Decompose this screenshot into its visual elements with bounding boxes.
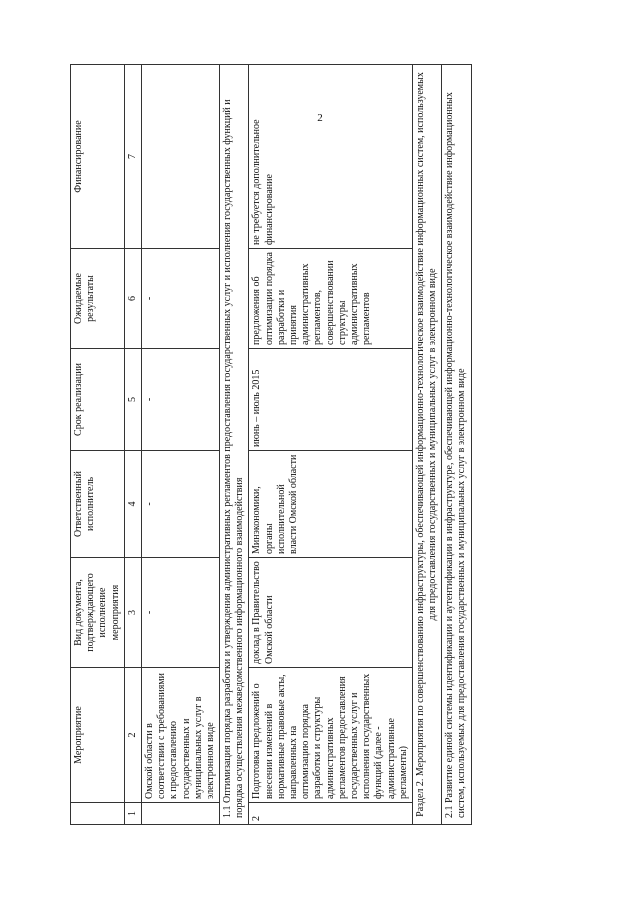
col-number: 7 bbox=[124, 65, 141, 249]
results-cell: предложения об оптимизации порядка разработки и принятия административных регламентов, совершенствовании структуры административных регламентов bbox=[249, 249, 412, 349]
document-cell: доклад в Правительство Омской области bbox=[249, 558, 412, 668]
section-2-1-heading: 2.1 Развитие единой системы идентификации и аутентификации в инфраструктуре, обеспечивающей информационно-технологическое взаимодействие информационных систем, используемых для предоставления государственных и муниципальных услуг в электронном виде bbox=[442, 65, 471, 825]
financing-cell: не требуется дополнительное финансирование bbox=[249, 65, 412, 249]
section-heading-row bbox=[220, 65, 249, 825]
table-row-continued bbox=[141, 65, 219, 825]
header-col-measure: Мероприятие bbox=[71, 668, 125, 803]
executor-cell: - bbox=[141, 451, 219, 558]
measure-cell: Омской области в соответствии с требованиями к предоставлению государственных и муниципальных услуг в электронном виде bbox=[141, 668, 219, 803]
col-number: 5 bbox=[124, 349, 141, 451]
results-cell: - bbox=[141, 249, 219, 349]
section-heading-row bbox=[412, 65, 441, 825]
term-cell: - bbox=[141, 349, 219, 451]
header-col-term: Срок реализации bbox=[71, 349, 125, 451]
measures-table bbox=[70, 64, 472, 825]
document-cell: - bbox=[141, 558, 219, 668]
header-col-1 bbox=[71, 803, 125, 825]
page-number: 2 bbox=[317, 112, 323, 124]
executor-cell: Минэкономики, органы исполнительной власти Омской области bbox=[249, 451, 412, 558]
rotated-table-container bbox=[70, 65, 630, 825]
section-heading-row bbox=[442, 65, 471, 825]
measure-cell: Подготовка предложений о внесении изменений в нормативные правовые акты, направленных на оптимизацию порядка разработки и структуры административных регламентов предоставления государственных услуг и исполнения государственных функций (далее - административные регламенты) bbox=[249, 668, 412, 803]
section-2-heading: Раздел 2. Мероприятия по совершенствованию инфраструктуры, обеспечивающей информационно-технологическое взаимодействие информационных систем, используемых для предоставления государственных и муниципальных услуг в электронном виде bbox=[412, 65, 441, 825]
col-number: 1 bbox=[124, 803, 141, 825]
header-col-financing: Финансирование bbox=[71, 65, 125, 249]
row-number-cell: 2 bbox=[249, 803, 412, 825]
header-row bbox=[71, 65, 125, 825]
header-col-document: Вид документа, подтверждающего исполнение мероприятия bbox=[71, 558, 125, 668]
row-number-cell bbox=[141, 803, 219, 825]
section-1-1-heading: 1.1 Оптимизация порядка разработки и утверждения административных регламентов предоставления государственных услуг и исполнения государственных функций и порядка осуществления межведомственного информационного взаимодействия bbox=[220, 65, 249, 825]
header-col-results: Ожидаемые результаты bbox=[71, 249, 125, 349]
col-number: 4 bbox=[124, 451, 141, 558]
financing-cell bbox=[141, 65, 219, 249]
header-col-executor: Ответственный исполнитель bbox=[71, 451, 125, 558]
term-cell: июнь – июль 2015 bbox=[249, 349, 412, 451]
table-row bbox=[249, 65, 412, 825]
col-number: 6 bbox=[124, 249, 141, 349]
col-number: 3 bbox=[124, 558, 141, 668]
column-numbers-row bbox=[124, 65, 141, 825]
col-number: 2 bbox=[124, 668, 141, 803]
